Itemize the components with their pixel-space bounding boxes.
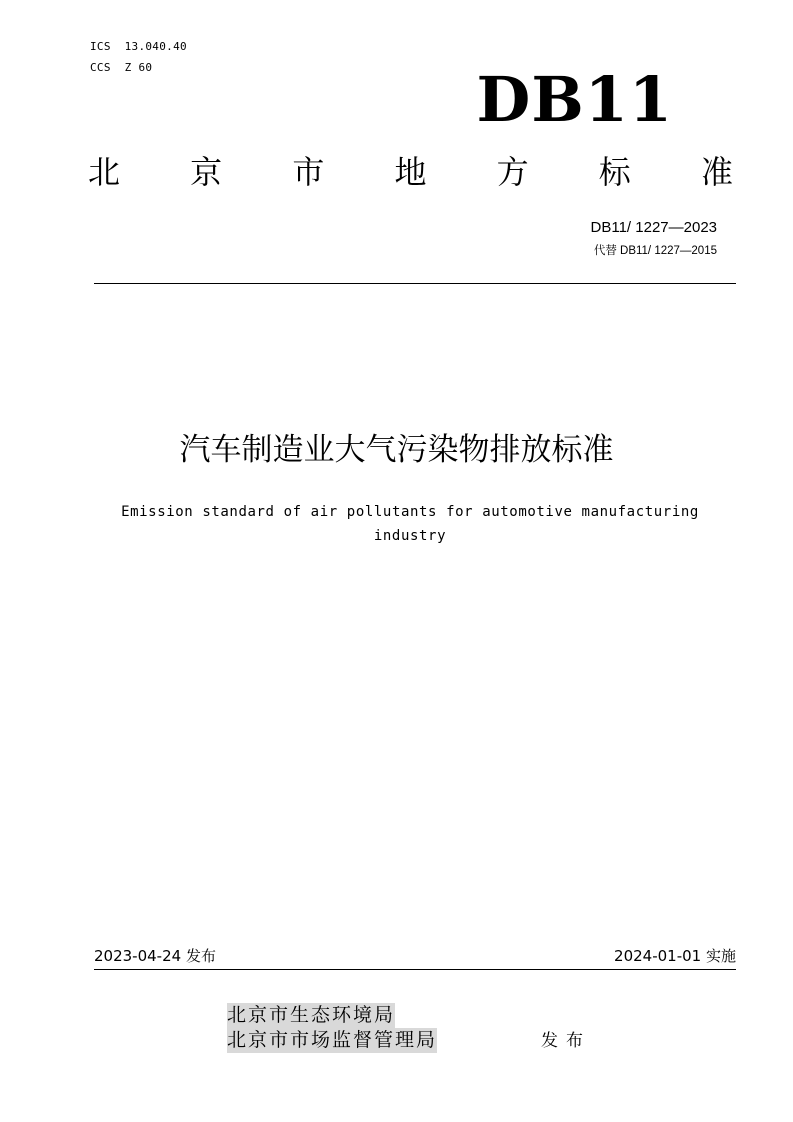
standard-type-char: 准 bbox=[700, 153, 733, 191]
document-title-en bbox=[90, 500, 730, 548]
standard-number: DB11/ 1227—2023 bbox=[590, 219, 717, 236]
db11-logo: DB11 bbox=[476, 63, 673, 136]
implementation-date: 2024-01-01 实施 bbox=[614, 947, 736, 965]
header-divider bbox=[94, 283, 736, 284]
issue-date: 2023-04-24 发布 bbox=[94, 947, 216, 965]
standard-type-heading bbox=[88, 152, 733, 192]
standard-type-char: 北 bbox=[88, 153, 121, 191]
standard-type-char: 方 bbox=[496, 153, 529, 191]
standard-type-char: 地 bbox=[394, 153, 427, 191]
document-title-cn: 汽车制造业大气污染物排放标准 bbox=[179, 432, 614, 468]
issuer-name: 北京市生态环境局 bbox=[227, 1004, 396, 1026]
replaces-standard: 代替 DB11/ 1227—2015 bbox=[593, 245, 717, 257]
footer-divider bbox=[94, 969, 736, 970]
issuer-name: 北京市市场监督管理局 bbox=[227, 1029, 438, 1051]
standard-type-char: 市 bbox=[292, 153, 325, 191]
publish-label: 发布 bbox=[541, 1031, 591, 1051]
title-en-line: Emission standard of air pollutants for automotive manufacturing bbox=[121, 504, 699, 520]
ccs-code: CCS Z 60 bbox=[90, 61, 153, 74]
title-en-line: industry bbox=[373, 528, 447, 544]
standard-type-char: 京 bbox=[190, 153, 223, 191]
standard-type-char: 标 bbox=[598, 153, 631, 191]
ics-code: ICS 13.040.40 bbox=[90, 40, 187, 53]
